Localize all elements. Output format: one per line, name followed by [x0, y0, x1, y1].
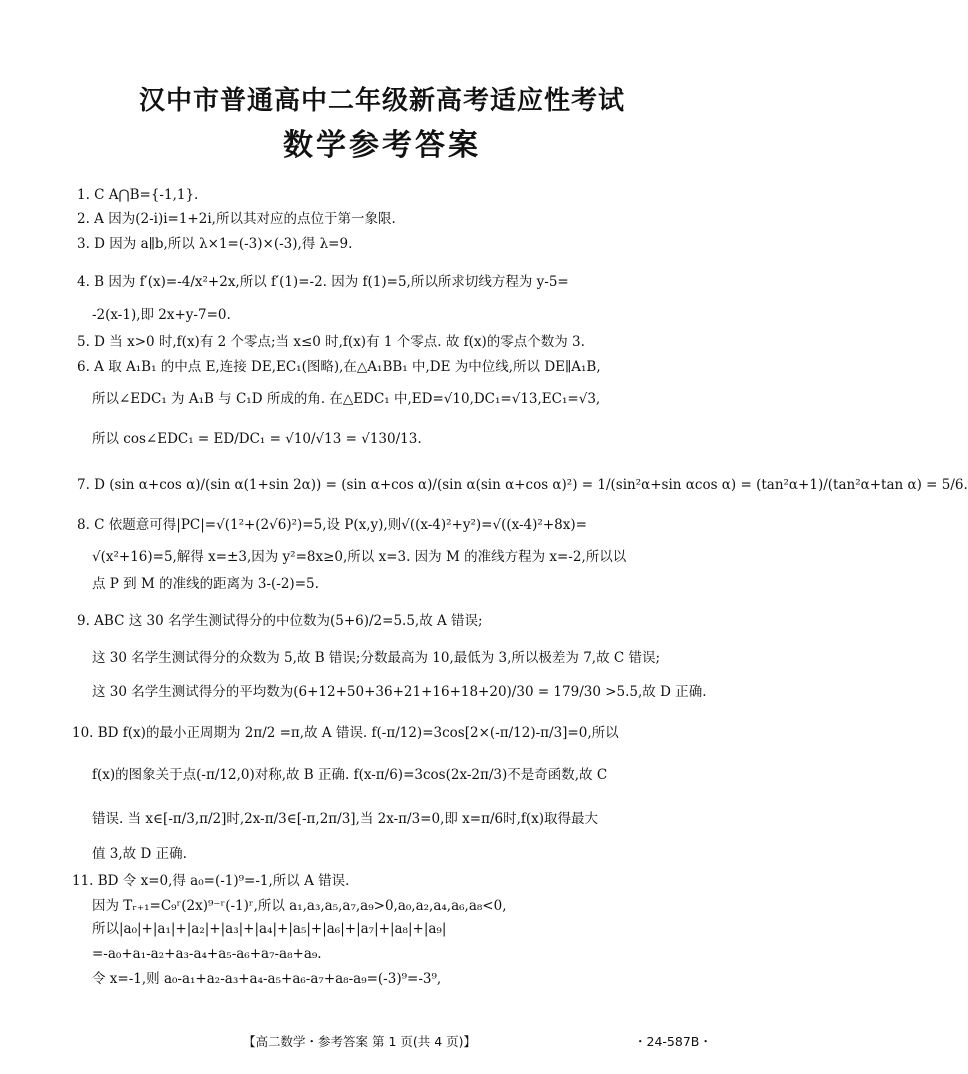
answer-9-line-3: 这 30 名学生测试得分的平均数为(6+12+50+36+21+16+18+20)/30 = 179/30 >5.5,故 D 正确.	[92, 684, 707, 700]
answer-8-line-2: √(x²+16)=5,解得 x=±3,因为 y²=8x≥0,所以 x=3. 因为 M 的准线方程为 x=-2,所以以	[92, 549, 627, 565]
answer-2-line-1: 2. A 因为(2-i)i=1+2i,所以其对应的点位于第一象限.	[77, 211, 396, 227]
answer-7-line-1: 7. D (sin α+cos α)/(sin α(1+sin 2α)) = (sin α+cos α)/(sin α(sin α+cos α)²) = 1/(sin²α+sin αcos α) = (tan²α+1)/(tan²α+tan α) = 5/6.	[77, 477, 968, 493]
answer-10-line-1: 10. BD f(x)的最小正周期为 2π/2 =π,故 A 错误. f(-π/12)=3cos[2×(-π/12)-π/3]=0,所以	[72, 725, 619, 741]
answer-1-line-1: 1. C A⋂B={-1,1}.	[77, 187, 199, 203]
answer-6-line-2: 所以∠EDC₁ 为 A₁B 与 C₁D 所成的角. 在△EDC₁ 中,ED=√10,DC₁=√13,EC₁=√3,	[92, 391, 601, 407]
answer-11-line-5: 令 x=-1,则 a₀-a₁+a₂-a₃+a₄-a₅+a₆-a₇+a₈-a₉=(-3)⁹=-3⁹,	[92, 971, 442, 987]
answer-10-line-4: 值 3,故 D 正确.	[92, 846, 187, 862]
footer-code: ・24-587B・	[634, 1034, 712, 1049]
exam-title: 汉中市普通高中二年级新高考适应性考试	[138, 86, 625, 116]
answer-6-line-3: 所以 cos∠EDC₁ = ED/DC₁ = √10/√13 = √130/13.	[92, 431, 422, 447]
answer-11-line-2: 因为 Tᵣ₊₁=C₉ʳ(2x)⁹⁻ʳ(-1)ʳ,所以 a₁,a₃,a₅,a₇,a₉>0,a₀,a₂,a₄,a₆,a₈<0,	[92, 898, 507, 914]
answer-9-line-1: 9. ABC 这 30 名学生测试得分的中位数为(5+6)/2=5.5,故 A 错误;	[77, 613, 483, 629]
footer-page-info: 【高二数学・参考答案 第 1 页(共 4 页)】	[243, 1034, 477, 1049]
answer-8-line-3: 点 P 到 M 的准线的距离为 3-(-2)=5.	[92, 576, 319, 592]
answer-4-line-2: -2(x-1),即 2x+y-7=0.	[92, 307, 231, 323]
answer-10-line-3: 错误. 当 x∈[-π/3,π/2]时,2x-π/3∈[-π,2π/3],当 2x-π/3=0,即 x=π/6时,f(x)取得最大	[92, 811, 599, 827]
answer-11-line-3: 所以|a₀|+|a₁|+|a₂|+|a₃|+|a₄|+|a₅|+|a₆|+|a₇|+|a₈|+|a₉|	[92, 921, 447, 937]
answer-8-line-1: 8. C 依题意可得|PC|=√(1²+(2√6)²)=5,设 P(x,y),则√((x-4)²+y²)=√((x-4)²+8x)=	[77, 517, 587, 533]
answer-10-line-2: f(x)的图象关于点(-π/12,0)对称,故 B 正确. f(x-π/6)=3cos(2x-2π/3)不是奇函数,故 C	[92, 767, 608, 783]
answer-6-line-1: 6. A 取 A₁B₁ 的中点 E,连接 DE,EC₁(图略),在△A₁BB₁ 中,DE 为中位线,所以 DE∥A₁B,	[77, 359, 601, 375]
answer-11-line-1: 11. BD 令 x=0,得 a₀=(-1)⁹=-1,所以 A 错误.	[72, 873, 350, 889]
answer-3-line-1: 3. D 因为 a∥b,所以 λ×1=(-3)×(-3),得 λ=9.	[77, 236, 353, 252]
answer-9-line-2: 这 30 名学生测试得分的众数为 5,故 B 错误;分数最高为 10,最低为 3,所以极差为 7,故 C 错误;	[92, 650, 661, 666]
answer-4-line-1: 4. B 因为 f′(x)=-4/x²+2x,所以 f′(1)=-2. 因为 f(1)=5,所以所求切线方程为 y-5=	[77, 274, 569, 290]
answer-title: 数学参考答案	[283, 128, 481, 163]
answer-11-line-4: =-a₀+a₁-a₂+a₃-a₄+a₅-a₆+a₇-a₈+a₉.	[92, 946, 322, 962]
answer-5-line-1: 5. D 当 x>0 时,f(x)有 2 个零点;当 x≤0 时,f(x)有 1 个零点. 故 f(x)的零点个数为 3.	[77, 334, 585, 350]
